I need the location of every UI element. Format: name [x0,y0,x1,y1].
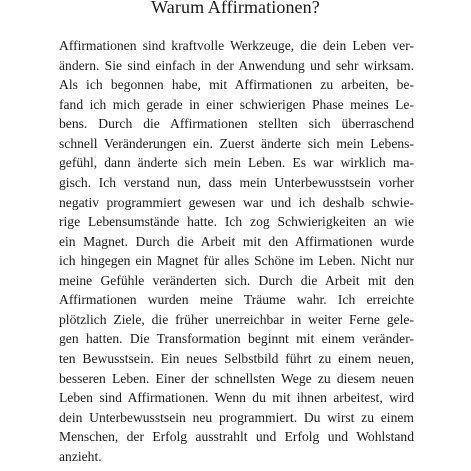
text-line: fand ich mich gerade in einer schwierigen Phase meines Le- [59,96,414,112]
text-line: gen hatten. Die Transformation beginnt mit einem veränder- [59,331,414,347]
text-line: schnell Veränderungen ein. Zuerst änderte sich mein Lebens- [59,135,414,151]
text-line: rige Lebensumstände hatte. Ich zog Schwierigkeiten an wie [59,214,414,230]
text-line: Affirmationen wurden meine Träume wahr. Ich erreichte [59,292,414,308]
text-line: bens. Durch die Affirmationen stellten sich überraschend [59,116,414,132]
body-paragraph [59,36,414,466]
text-line: Menschen, der Erfolg ausstrahlt und Erfolg und Wohlstand [59,429,414,445]
text-line: ich hingegen ein Magnet für alles Schöne im Leben. Nicht nur [59,253,414,269]
text-line: Als ich begonnen habe, mit Affirmationen zu arbeiten, be- [59,77,414,93]
chapter-heading: Warum Affirmationen? [151,0,320,17]
text-line: Leben sind Affirmationen. Wenn du mit ihnen arbeitest, wird [59,390,414,406]
text-line: besseren Leben. Einer der schnellsten Wege zu diesem neuen [59,370,414,386]
text-line: gisch. Ich verstand nun, dass mein Unterbewusstsein vorher [59,174,414,190]
text-line: gefühl, dann änderte sich mein Leben. Es war wirklich ma- [59,155,414,171]
text-line: dein Unterbewusstsein neu programmiert. Du wirst zu einem [59,409,414,425]
text-line: plötzlich Ziele, die früher unerreichbar in weiter Ferne gele- [59,311,414,327]
text-line: ändern. Sie sind einfach in der Anwendung und sehr wirksam. [59,57,414,73]
text-line: ein Magnet. Durch die Arbeit mit den Affirmationen wurde [59,233,414,249]
text-line: Affirmationen sind kraftvolle Werkzeuge, die dein Leben ver- [59,38,414,53]
text-line: ten Bewusstsein. Ein neues Selbstbild führt zu einem neuen, [59,351,414,366]
text-line: negativ programmiert gewesen war und ich deshalb schwie- [59,194,414,210]
text-line: anzieht. [59,448,102,464]
text-line: meine Gefühle veränderten sich. Durch die Arbeit mit den [59,272,414,288]
